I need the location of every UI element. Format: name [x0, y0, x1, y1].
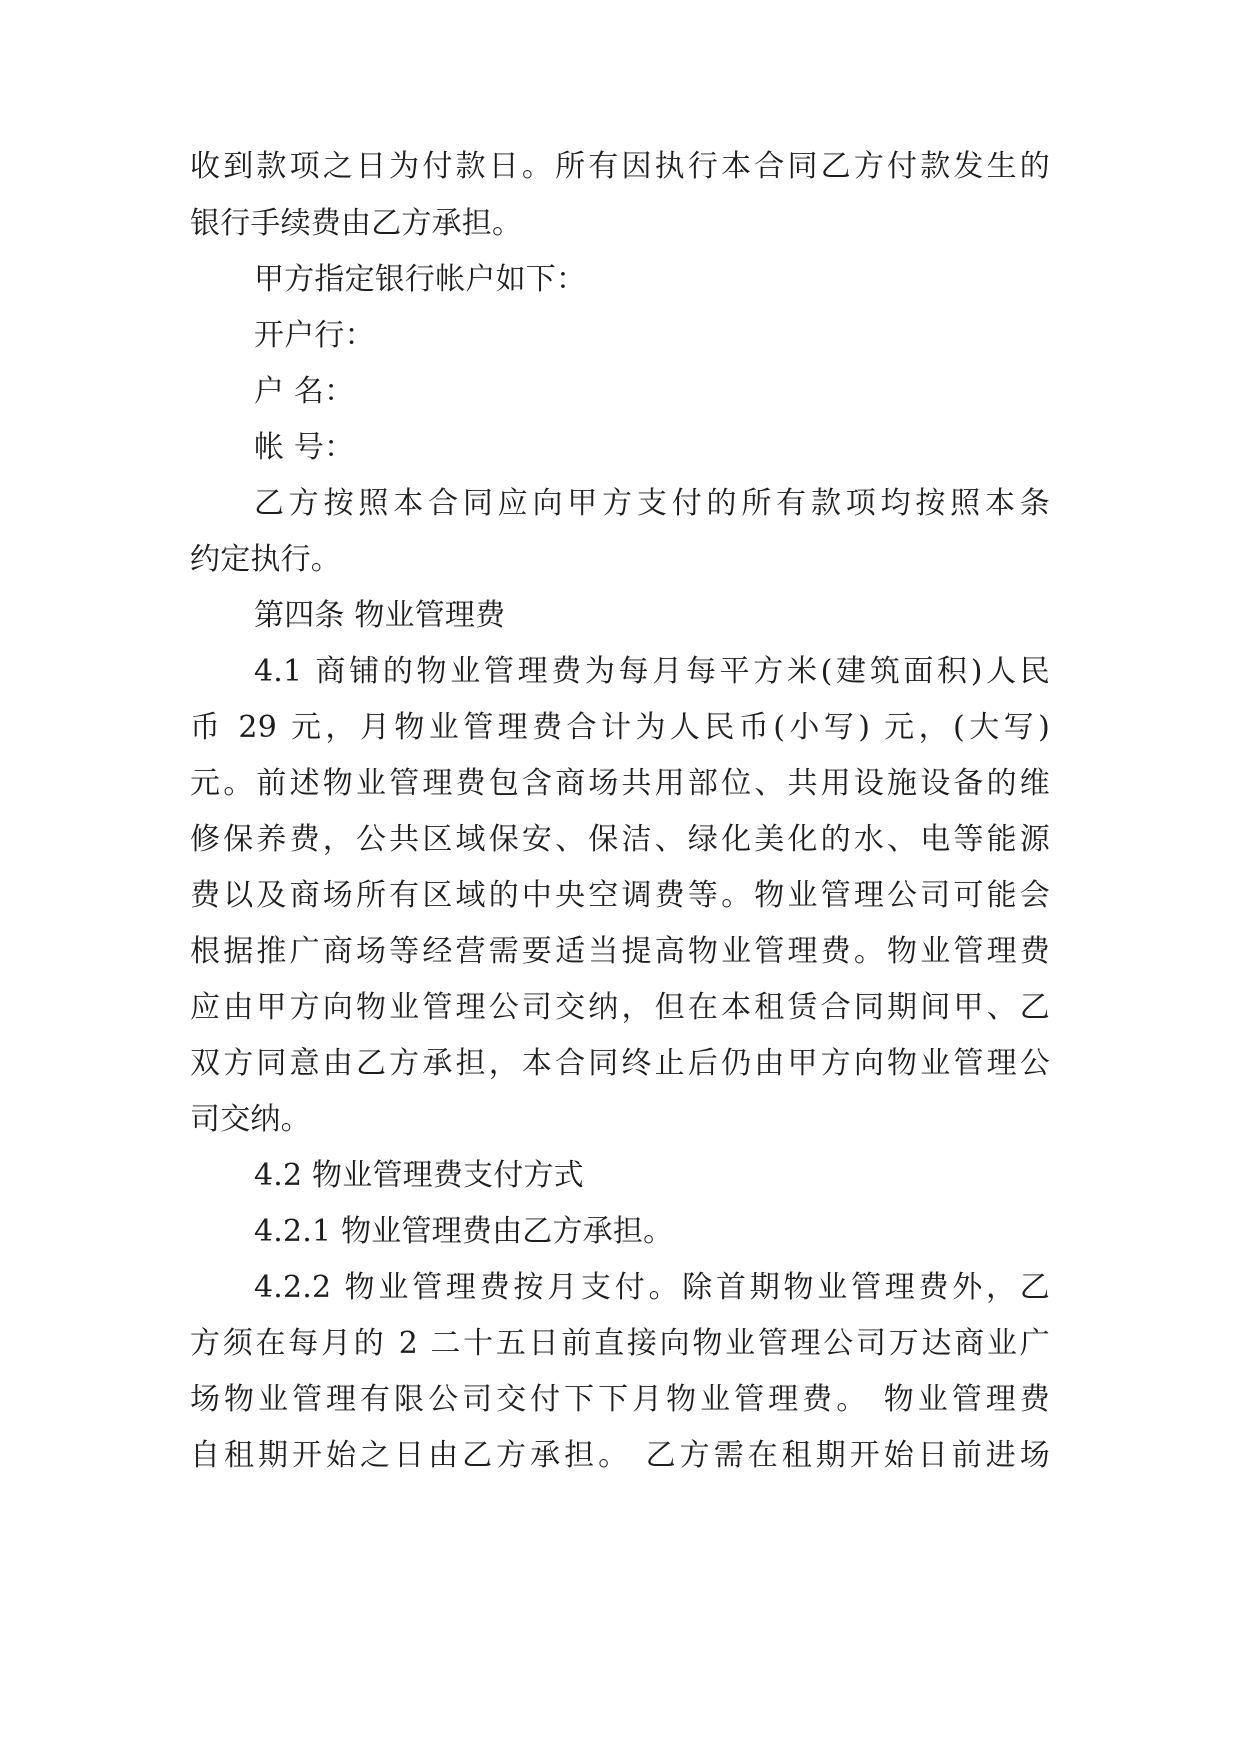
text-line-2: 银行手续费由乙方承担。: [190, 206, 523, 241]
text-line-17: 双方同意由乙方承担，本合同终止后仍由甲方向物业管理公: [190, 1046, 1050, 1081]
clause-4-2-2: 4.2.2 物业管理费按月支付。除首期物业管理费外，乙: [254, 1270, 1050, 1305]
text-line-16: 应由甲方向物业管理公司交纳，但在本租赁合同期间甲、乙: [190, 990, 1050, 1025]
text-line-7: 乙方按照本合同应向甲方支付的所有款项均按照本条: [254, 486, 1050, 521]
text-line-1: 收到款项之日为付款日。所有因执行本合同乙方付款发生的: [190, 149, 1050, 184]
text-line-14: 费以及商场所有区域的中央空调费等。物业管理公司可能会: [190, 878, 1050, 913]
account-number-label: 帐 号：: [254, 430, 355, 465]
text-line-12: 元。前述物业管理费包含商场共用部位、共用设施设备的维: [190, 766, 1050, 801]
clause-4-1: 4.1 商铺的物业管理费为每月每平方米(建筑面积)人民: [254, 654, 1050, 689]
text-line-23: 场物业管理有限公司交付下下月物业管理费。 物业管理费: [190, 1382, 1050, 1417]
account-name-label: 户 名：: [254, 374, 355, 409]
clause-4-2-heading: 4.2 物业管理费支付方式: [254, 1158, 584, 1193]
text-line-18: 司交纳。: [190, 1102, 311, 1137]
clause-4-2-1: 4.2.1 物业管理费由乙方承担。: [254, 1214, 674, 1249]
text-line-11: 币 29 元，月物业管理费合计为人民币(小写) 元，(大写): [190, 710, 1050, 745]
text-line-3: 甲方指定银行帐户如下：: [254, 262, 587, 297]
bank-name-label: 开户行：: [254, 318, 375, 353]
section-heading-article-4: 第四条 物业管理费: [254, 598, 506, 633]
text-line-13: 修保养费，公共区域保安、保洁、绿化美化的水、电等能源: [190, 822, 1050, 857]
text-line-15: 根据推广商场等经营需要适当提高物业管理费。物业管理费: [190, 934, 1050, 969]
text-line-24: 自租期开始之日由乙方承担。 乙方需在租期开始日前进场: [190, 1438, 1050, 1473]
text-line-22: 方须在每月的 2 二十五日前直接向物业管理公司万达商业广: [190, 1326, 1050, 1361]
text-line-8: 约定执行。: [190, 542, 341, 577]
